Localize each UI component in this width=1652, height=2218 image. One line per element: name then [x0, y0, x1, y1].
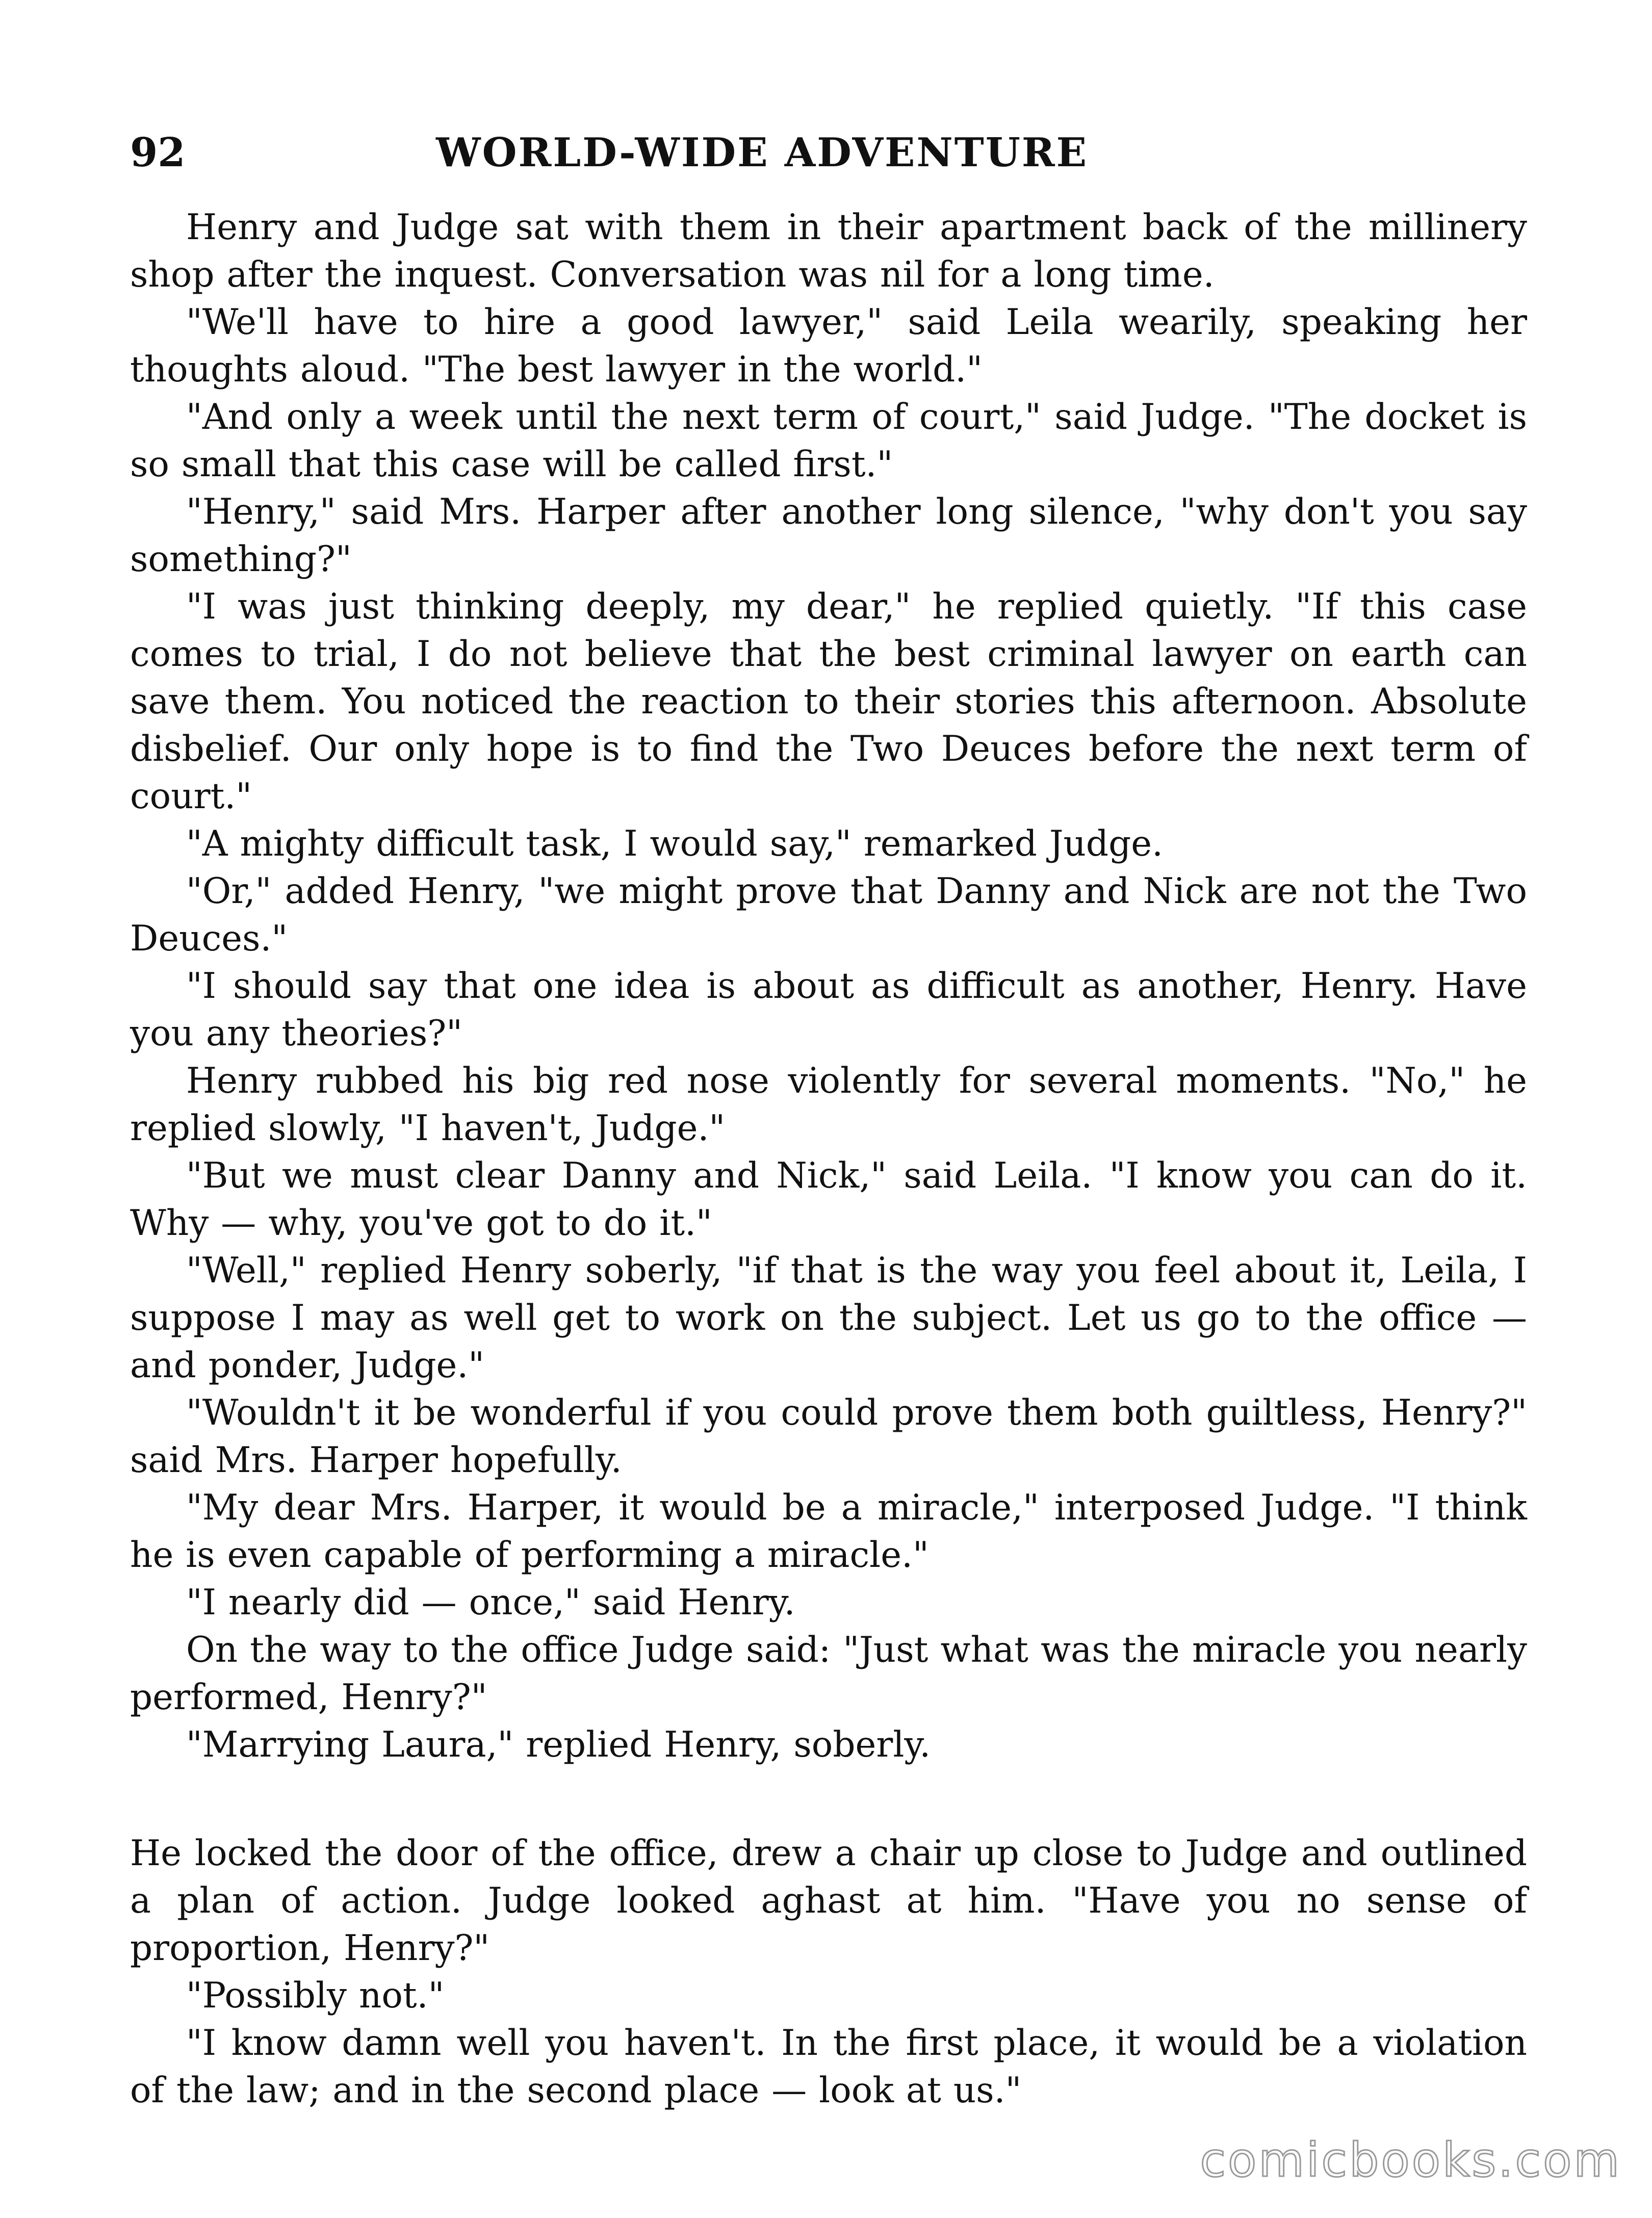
paragraph: "But we must clear Danny and Nick," said Leila. "I know you can do it. Why — why, you've got to do it." [130, 1155, 1527, 1244]
site-watermark: comicbooks.com [1200, 2133, 1621, 2187]
paragraph: "My dear Mrs. Harper, it would be a miracle," interposed Judge. "I think he is even capable of performing a miracle." [130, 1487, 1527, 1576]
paragraph: On the way to the office Judge said: "Just what was the miracle you nearly performed, Henry?" [130, 1630, 1527, 1718]
paragraph: "Well," replied Henry soberly, "if that is the way you feel about it, Leila, I suppose I may as well get to work on the subject. Let us go to the office — and ponder, Judge." [130, 1250, 1527, 1386]
paragraph: "We'll have to hire a good lawyer," said Leila wearily, speaking her thoughts aloud. "The best lawyer in the world." [130, 302, 1527, 390]
paragraph: "A mighty difficult task, I would say," remarked Judge. [186, 823, 1164, 864]
paragraph: He locked the door of the office, drew a chair up close to Judge and outlined a plan of action. Judge looked aghast at him. "Have you no sense of proportion, Henry?" [130, 1833, 1527, 1969]
paragraph: Henry and Judge sat with them in their apartment back of the millinery shop after the inquest. Conversation was nil for a long time. [130, 207, 1527, 295]
paragraph: "I nearly did — once," said Henry. [186, 1582, 795, 1623]
paragraph: "I know damn well you haven't. In the first place, it would be a violation of the law; and in the second place — look at us." [130, 2023, 1527, 2111]
paragraph: "I was just thinking deeply, my dear," he replied quietly. "If this case comes to trial, I do not believe that the best criminal lawyer on earth can save them. You noticed the reaction to their stories this afternoon. Absolute disbelief. Our only hope is to find the Two Deuces before the next term of court." [130, 586, 1527, 817]
paragraph: "Wouldn't it be wonderful if you could prove them both guiltless, Henry?" said Mrs. Harper hopefully. [130, 1392, 1527, 1481]
paragraph: "I should say that one idea is about as difficult as another, Henry. Have you any theories?" [130, 966, 1527, 1054]
section-break [130, 1769, 1527, 1830]
paragraph: "Henry," said Mrs. Harper after another long silence, "why don't you say something?" [130, 492, 1527, 580]
paragraph: "And only a week until the next term of court," said Judge. "The docket is so small that this case will be called first." [130, 397, 1527, 485]
paragraph: "Marrying Laura," replied Henry, soberly. [186, 1724, 931, 1765]
paragraph: "Possibly not." [186, 1975, 445, 2016]
body-text [130, 204, 1527, 2114]
page-header [130, 127, 1527, 184]
running-title: WORLD-WIDE ADVENTURE [436, 130, 1089, 176]
paragraph: Henry rubbed his big red nose violently for several moments. "No," he replied slowly, "I haven't, Judge." [130, 1061, 1527, 1149]
page-number: 92 [130, 130, 186, 176]
paragraph: "Or," added Henry, "we might prove that Danny and Nick are not the Two Deuces." [130, 871, 1527, 959]
